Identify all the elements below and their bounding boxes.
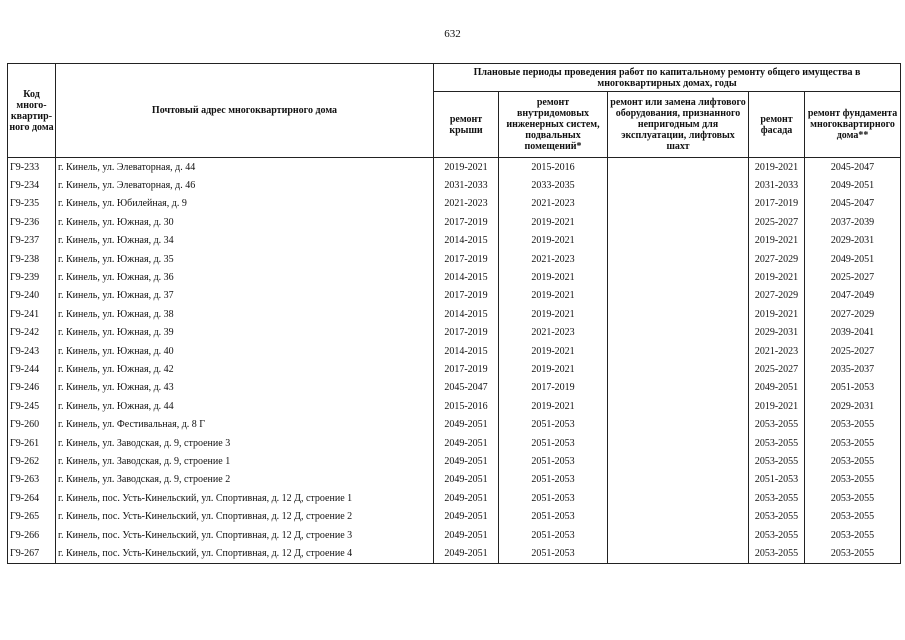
- cell-facade: 2027-2029: [749, 250, 805, 268]
- cell-systems: 2033-2035: [499, 176, 608, 194]
- cell-code: Г9-261: [8, 434, 56, 452]
- cell-address: г. Кинель, ул. Заводская, д. 9, строение 2: [56, 471, 434, 489]
- cell-address: г. Кинель, ул. Южная, д. 39: [56, 324, 434, 342]
- cell-code: Г9-263: [8, 471, 56, 489]
- table-row: [8, 415, 901, 433]
- cell-roof: 2015-2016: [434, 397, 499, 415]
- cell-address: г. Кинель, ул. Южная, д. 43: [56, 379, 434, 397]
- cell-roof: 2014-2015: [434, 268, 499, 286]
- cell-systems: 2019-2021: [499, 232, 608, 250]
- page-number: 632: [444, 28, 461, 40]
- cell-roof: 2019-2021: [434, 158, 499, 177]
- cell-code: Г9-266: [8, 526, 56, 544]
- cell-systems: 2051-2053: [499, 434, 608, 452]
- cell-facade: 2019-2021: [749, 268, 805, 286]
- table-row: [8, 379, 901, 397]
- cell-systems: 2015-2016: [499, 158, 608, 177]
- cell-foundation: 2053-2055: [805, 434, 901, 452]
- header-elevator: ремонт или замена лифтового оборудования, признанного непригодным для эксплуатации, лифтовых шахт: [608, 92, 749, 158]
- cell-elevator: [608, 250, 749, 268]
- cell-code: Г9-262: [8, 452, 56, 470]
- cell-elevator: [608, 342, 749, 360]
- cell-systems: 2019-2021: [499, 305, 608, 323]
- cell-facade: 2053-2055: [749, 489, 805, 507]
- cell-roof: 2049-2051: [434, 507, 499, 525]
- cell-foundation: 2027-2029: [805, 305, 901, 323]
- cell-code: Г9-244: [8, 360, 56, 378]
- cell-facade: 2053-2055: [749, 434, 805, 452]
- cell-foundation: 2029-2031: [805, 232, 901, 250]
- cell-facade: 2053-2055: [749, 544, 805, 563]
- cell-systems: 2021-2023: [499, 250, 608, 268]
- cell-facade: 2027-2029: [749, 287, 805, 305]
- cell-roof: 2014-2015: [434, 232, 499, 250]
- table-row: [8, 342, 901, 360]
- cell-address: г. Кинель, ул. Юбилейная, д. 9: [56, 195, 434, 213]
- cell-foundation: 2051-2053: [805, 379, 901, 397]
- header-code: Код много-квартир-ного дома: [8, 64, 56, 158]
- cell-facade: 2021-2023: [749, 342, 805, 360]
- cell-address: г. Кинель, ул. Южная, д. 42: [56, 360, 434, 378]
- cell-code: Г9-240: [8, 287, 56, 305]
- cell-foundation: 2029-2031: [805, 397, 901, 415]
- header-work-periods: Плановые периоды проведения работ по капитальному ремонту общего имущества в многоквартирных домах, годы: [434, 64, 901, 92]
- table-row: [8, 268, 901, 286]
- table-row: [8, 250, 901, 268]
- cell-systems: 2019-2021: [499, 213, 608, 231]
- cell-address: г. Кинель, ул. Южная, д. 36: [56, 268, 434, 286]
- cell-foundation: 2039-2041: [805, 324, 901, 342]
- cell-foundation: 2053-2055: [805, 489, 901, 507]
- cell-systems: 2019-2021: [499, 287, 608, 305]
- cell-elevator: [608, 176, 749, 194]
- cell-elevator: [608, 232, 749, 250]
- cell-elevator: [608, 268, 749, 286]
- table-row: [8, 195, 901, 213]
- cell-systems: 2051-2053: [499, 452, 608, 470]
- cell-elevator: [608, 452, 749, 470]
- cell-code: Г9-239: [8, 268, 56, 286]
- cell-systems: 2017-2019: [499, 379, 608, 397]
- cell-roof: 2045-2047: [434, 379, 499, 397]
- cell-elevator: [608, 287, 749, 305]
- header-facade: ремонт фасада: [749, 92, 805, 158]
- header-foundation: ремонт фундамента многоквартирного дома**: [805, 92, 901, 158]
- cell-roof: 2017-2019: [434, 324, 499, 342]
- table-row: [8, 507, 901, 525]
- cell-roof: 2049-2051: [434, 526, 499, 544]
- cell-elevator: [608, 195, 749, 213]
- cell-address: г. Кинель, ул. Фестивальная, д. 8 Г: [56, 415, 434, 433]
- cell-address: г. Кинель, пос. Усть-Кинельский, ул. Спортивная, д. 12 Д, строение 2: [56, 507, 434, 525]
- cell-elevator: [608, 213, 749, 231]
- cell-roof: 2017-2019: [434, 287, 499, 305]
- table-row: [8, 452, 901, 470]
- header-address: Почтовый адрес многоквартирного дома: [56, 64, 434, 158]
- cell-systems: 2051-2053: [499, 489, 608, 507]
- cell-code: Г9-243: [8, 342, 56, 360]
- cell-facade: 2053-2055: [749, 507, 805, 525]
- cell-address: г. Кинель, ул. Южная, д. 30: [56, 213, 434, 231]
- cell-foundation: 2045-2047: [805, 195, 901, 213]
- cell-roof: 2021-2023: [434, 195, 499, 213]
- cell-code: Г9-265: [8, 507, 56, 525]
- cell-facade: 2053-2055: [749, 526, 805, 544]
- cell-facade: 2029-2031: [749, 324, 805, 342]
- cell-roof: 2017-2019: [434, 360, 499, 378]
- cell-foundation: 2037-2039: [805, 213, 901, 231]
- cell-code: Г9-237: [8, 232, 56, 250]
- cell-code: Г9-236: [8, 213, 56, 231]
- table-row: [8, 176, 901, 194]
- cell-systems: 2051-2053: [499, 471, 608, 489]
- table-row: [8, 544, 901, 563]
- cell-systems: 2019-2021: [499, 397, 608, 415]
- cell-systems: 2021-2023: [499, 195, 608, 213]
- cell-address: г. Кинель, ул. Элеваторная, д. 44: [56, 158, 434, 177]
- cell-foundation: 2025-2027: [805, 268, 901, 286]
- cell-address: г. Кинель, ул. Заводская, д. 9, строение 3: [56, 434, 434, 452]
- cell-elevator: [608, 360, 749, 378]
- cell-elevator: [608, 305, 749, 323]
- cell-elevator: [608, 489, 749, 507]
- cell-address: г. Кинель, ул. Южная, д. 37: [56, 287, 434, 305]
- table-row: [8, 213, 901, 231]
- cell-systems: 2051-2053: [499, 415, 608, 433]
- cell-foundation: 2053-2055: [805, 415, 901, 433]
- cell-foundation: 2053-2055: [805, 526, 901, 544]
- cell-code: Г9-267: [8, 544, 56, 563]
- table-row: [8, 471, 901, 489]
- cell-systems: 2019-2021: [499, 268, 608, 286]
- cell-facade: 2019-2021: [749, 232, 805, 250]
- cell-address: г. Кинель, пос. Усть-Кинельский, ул. Спортивная, д. 12 Д, строение 4: [56, 544, 434, 563]
- cell-facade: 2019-2021: [749, 397, 805, 415]
- cell-facade: 2019-2021: [749, 158, 805, 177]
- cell-code: Г9-238: [8, 250, 56, 268]
- table-row: [8, 397, 901, 415]
- cell-facade: 2031-2033: [749, 176, 805, 194]
- cell-facade: 2049-2051: [749, 379, 805, 397]
- cell-facade: 2053-2055: [749, 415, 805, 433]
- cell-code: Г9-233: [8, 158, 56, 177]
- cell-facade: 2017-2019: [749, 195, 805, 213]
- cell-foundation: 2053-2055: [805, 452, 901, 470]
- cell-code: Г9-260: [8, 415, 56, 433]
- header-roof: ремонт крыши: [434, 92, 499, 158]
- cell-elevator: [608, 507, 749, 525]
- cell-foundation: 2049-2051: [805, 176, 901, 194]
- cell-elevator: [608, 434, 749, 452]
- cell-address: г. Кинель, пос. Усть-Кинельский, ул. Спортивная, д. 12 Д, строение 3: [56, 526, 434, 544]
- cell-elevator: [608, 526, 749, 544]
- cell-systems: 2051-2053: [499, 526, 608, 544]
- cell-roof: 2049-2051: [434, 489, 499, 507]
- cell-code: Г9-242: [8, 324, 56, 342]
- cell-systems: 2021-2023: [499, 324, 608, 342]
- cell-address: г. Кинель, ул. Южная, д. 38: [56, 305, 434, 323]
- cell-code: Г9-234: [8, 176, 56, 194]
- table-row: [8, 232, 901, 250]
- cell-address: г. Кинель, ул. Южная, д. 35: [56, 250, 434, 268]
- cell-roof: 2049-2051: [434, 471, 499, 489]
- cell-elevator: [608, 544, 749, 563]
- header-systems: ремонт внутридомовых инженерных систем, подвальных помещений*: [499, 92, 608, 158]
- cell-foundation: 2045-2047: [805, 158, 901, 177]
- cell-roof: 2049-2051: [434, 415, 499, 433]
- capital-repair-table: [7, 63, 901, 564]
- table-row: [8, 526, 901, 544]
- table-body: [8, 158, 901, 564]
- cell-address: г. Кинель, пос. Усть-Кинельский, ул. Спортивная, д. 12 Д, строение 1: [56, 489, 434, 507]
- cell-facade: 2051-2053: [749, 471, 805, 489]
- table-row: [8, 305, 901, 323]
- cell-code: Г9-241: [8, 305, 56, 323]
- cell-elevator: [608, 415, 749, 433]
- cell-code: Г9-264: [8, 489, 56, 507]
- cell-systems: 2051-2053: [499, 544, 608, 563]
- cell-elevator: [608, 379, 749, 397]
- cell-roof: 2017-2019: [434, 250, 499, 268]
- cell-facade: 2019-2021: [749, 305, 805, 323]
- cell-code: Г9-235: [8, 195, 56, 213]
- table-row: [8, 489, 901, 507]
- cell-address: г. Кинель, ул. Южная, д. 44: [56, 397, 434, 415]
- cell-facade: 2025-2027: [749, 213, 805, 231]
- cell-foundation: 2053-2055: [805, 471, 901, 489]
- cell-foundation: 2047-2049: [805, 287, 901, 305]
- cell-facade: 2025-2027: [749, 360, 805, 378]
- cell-address: г. Кинель, ул. Элеваторная, д. 46: [56, 176, 434, 194]
- cell-elevator: [608, 471, 749, 489]
- table-row: [8, 287, 901, 305]
- cell-foundation: 2049-2051: [805, 250, 901, 268]
- cell-foundation: 2025-2027: [805, 342, 901, 360]
- cell-elevator: [608, 158, 749, 177]
- cell-elevator: [608, 324, 749, 342]
- cell-foundation: 2053-2055: [805, 544, 901, 563]
- table-row: [8, 158, 901, 177]
- cell-elevator: [608, 397, 749, 415]
- cell-systems: 2019-2021: [499, 342, 608, 360]
- cell-roof: 2014-2015: [434, 342, 499, 360]
- cell-foundation: 2053-2055: [805, 507, 901, 525]
- table-row: [8, 324, 901, 342]
- cell-roof: 2017-2019: [434, 213, 499, 231]
- cell-systems: 2051-2053: [499, 507, 608, 525]
- cell-code: Г9-245: [8, 397, 56, 415]
- cell-systems: 2019-2021: [499, 360, 608, 378]
- cell-roof: 2031-2033: [434, 176, 499, 194]
- table-row: [8, 360, 901, 378]
- cell-roof: 2014-2015: [434, 305, 499, 323]
- cell-code: Г9-246: [8, 379, 56, 397]
- cell-foundation: 2035-2037: [805, 360, 901, 378]
- cell-roof: 2049-2051: [434, 434, 499, 452]
- cell-address: г. Кинель, ул. Южная, д. 40: [56, 342, 434, 360]
- cell-address: г. Кинель, ул. Южная, д. 34: [56, 232, 434, 250]
- cell-address: г. Кинель, ул. Заводская, д. 9, строение 1: [56, 452, 434, 470]
- table-row: [8, 434, 901, 452]
- cell-roof: 2049-2051: [434, 452, 499, 470]
- cell-roof: 2049-2051: [434, 544, 499, 563]
- cell-facade: 2053-2055: [749, 452, 805, 470]
